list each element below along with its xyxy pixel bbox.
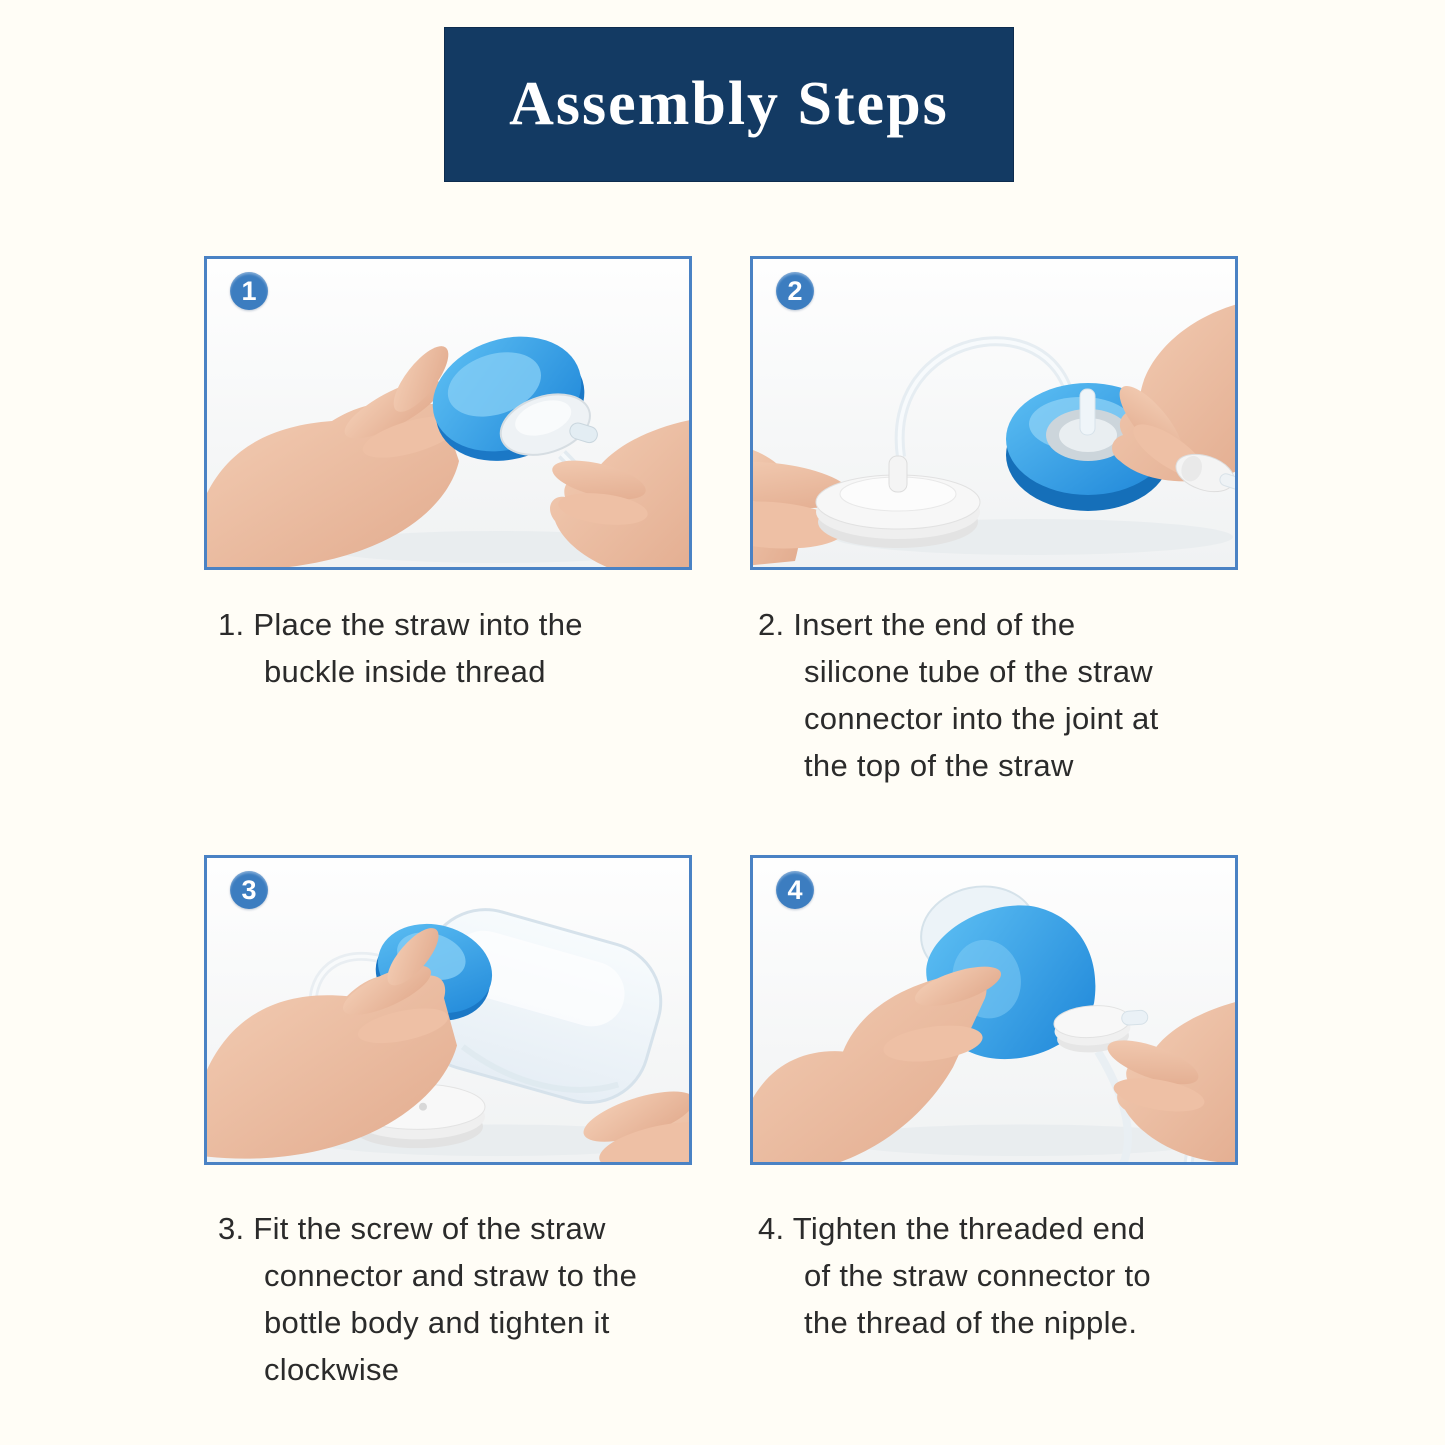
step-4-panel: [750, 855, 1238, 1165]
caption-line: bottle body and tighten it: [264, 1305, 610, 1340]
step-2-panel: [750, 256, 1238, 570]
step-1-badge: [230, 272, 268, 310]
step-3-caption: [218, 1205, 738, 1393]
caption-line: the top of the straw: [804, 748, 1074, 783]
badge-number: 3: [241, 874, 257, 905]
badge-number: 1: [241, 275, 257, 306]
caption-line: connector and straw to the: [264, 1258, 638, 1293]
step-4-photo: [753, 858, 1235, 1162]
caption-line: connector into the joint at: [804, 701, 1159, 736]
step-4-caption: [758, 1205, 1278, 1346]
step-1-photo: [207, 259, 689, 567]
step-2-badge: [776, 272, 814, 310]
caption-line: 3. Fit the screw of the straw: [218, 1211, 606, 1246]
step-3-photo: [207, 858, 689, 1162]
badge-number: 4: [787, 874, 803, 905]
caption-line: 2. Insert the end of the: [758, 607, 1076, 642]
caption-line: 1. Place the straw into the: [218, 607, 583, 642]
caption-line: 4. Tighten the threaded end: [758, 1211, 1146, 1246]
caption-line: silicone tube of the straw: [804, 654, 1153, 689]
step-1-caption: [218, 601, 738, 695]
caption-line: buckle inside thread: [264, 654, 546, 689]
tube-end: [1080, 389, 1095, 435]
step-1-panel: [204, 256, 692, 570]
step-2-caption: [758, 601, 1278, 789]
step-2-photo: [753, 259, 1235, 567]
caption-line: clockwise: [264, 1352, 400, 1387]
step-3-badge: [230, 871, 268, 909]
step-4-badge: [776, 871, 814, 909]
title-banner: [445, 28, 1013, 181]
caption-line: of the straw connector to: [804, 1258, 1151, 1293]
step-3-panel: [204, 855, 692, 1165]
caption-line: the thread of the nipple.: [804, 1305, 1138, 1340]
page-title: Assembly Steps: [509, 70, 949, 138]
badge-number: 2: [787, 275, 803, 306]
